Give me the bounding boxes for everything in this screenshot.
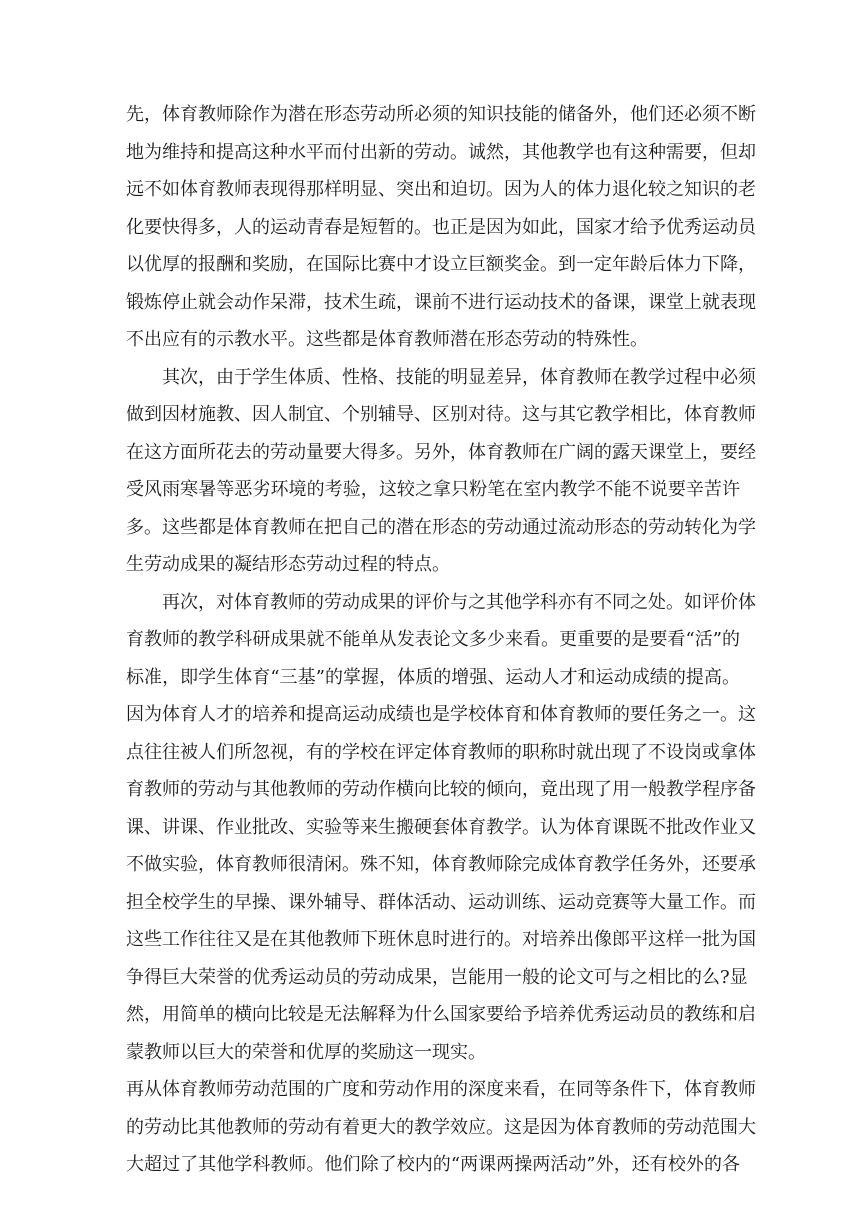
text-line: 远不如体育教师表现得那样明显、突出和迫切。因为人的体力退化较之知识的老 bbox=[126, 179, 756, 200]
text-line: 课、讲课、作业批改、实验等来生搬硬套体育教学。认为体育课既不批改作业又 bbox=[126, 816, 756, 838]
text-line: 蒙教师以巨大的荣誉和优厚的奖励这一现实。 bbox=[126, 1041, 486, 1063]
text-line: 地为维持和提高这种水平而付出新的劳动。诚然，其他教学也有这种需要，但却 bbox=[126, 141, 756, 163]
text-line: 化要快得多，人的运动青春是短暂的。也正是因为如此，国家才给予优秀运动员 bbox=[126, 216, 756, 238]
text-line: 担全校学生的早操、课外辅导、群体活动、运动训练、运动竞赛等大量工作。而 bbox=[126, 891, 756, 913]
text-line: 因为体育人才的培养和提高运动成绩也是学校体育和体育教师的要任务之一。这 bbox=[126, 704, 756, 725]
text-line: 其次，由于学生体质、性格、技能的明显差异，体育教师在教学过程中必须 bbox=[162, 366, 756, 388]
text-line: 在这方面所花去的劳动量要大得多。另外，体育教师在广阔的露天课堂上，要经 bbox=[126, 441, 756, 463]
text-line: 锻炼停止就会动作呆滞，技术生疏，课前不进行运动技术的备课，课堂上就表现 bbox=[126, 291, 756, 313]
text-line: 然，用简单的横向比较是无法解释为什么国家要给予培养优秀运动员的教练和启 bbox=[126, 1004, 756, 1025]
text-line: 以优厚的报酬和奖励，在国际比赛中才设立巨额奖金。到一定年龄后体力下降， bbox=[126, 254, 756, 275]
text-line: 育教师的劳动与其他教师的劳动作横向比较的倾向，竟出现了用一般教学程序备 bbox=[126, 779, 756, 800]
body-text bbox=[126, 96, 756, 1184]
text-line: 这些工作往往又是在其他教师下班休息时进行的。对培养出像郎平这样一批为国 bbox=[126, 929, 756, 950]
text-line: 再从体育教师劳动范围的广度和劳动作用的深度来看，在同等条件下，体育教师 bbox=[126, 1079, 756, 1100]
text-line: 点往往被人们所忽视，有的学校在评定体育教师的职称时就出现了不设岗或拿体 bbox=[126, 741, 756, 763]
text-line: 做到因材施教、因人制宜、个别辅导、区别对待。这与其它教学相比，体育教师 bbox=[126, 404, 756, 425]
text-line: 先，体育教师除作为潜在形态劳动所必须的知识技能的储备外，他们还必须不断 bbox=[126, 104, 756, 125]
text-line: 育教师的教学科研成果就不能单从发表论文多少来看。更重要的是要看“活”的 bbox=[126, 629, 740, 650]
text-line: 争得巨大荣誉的优秀运动员的劳动成果，岂能用一般的论文可与之相比的么?显 bbox=[126, 966, 748, 988]
text-line: 受风雨寒暑等恶劣环境的考验，这较之拿只粉笔在室内教学不能不说要辛苦许 bbox=[126, 479, 740, 500]
text-line: 多。这些都是体育教师在把自己的潜在形态的劳动通过流动形态的劳动转化为学 bbox=[126, 516, 756, 538]
paragraph-3 bbox=[126, 584, 756, 1072]
text-line: 不出应有的示教水平。这些都是体育教师潜在形态劳动的特殊性。 bbox=[126, 329, 648, 350]
text-line: 生劳动成果的凝结形态劳动过程的特点。 bbox=[126, 554, 450, 575]
paragraph-1 bbox=[126, 96, 756, 359]
text-line: 不做实验，体育教师很清闲。殊不知，体育教师除完成体育教学任务外，还要承 bbox=[126, 854, 756, 875]
text-line: 大超过了其他学科教师。他们除了校内的“两课两操两活动”外，还有校外的各 bbox=[126, 1154, 740, 1175]
text-line: 的劳动比其他教师的劳动有着更大的教学效应。这是因为体育教师的劳动范围大 bbox=[126, 1116, 756, 1138]
text-line: 再次，对体育教师的劳动成果的评价与之其他学科亦有不同之处。如评价体 bbox=[162, 591, 756, 613]
paragraph-4 bbox=[126, 1071, 756, 1184]
text-line: 标准，即学生体育“三基”的掌握，体质的增强、运动人才和运动成绩的提高。 bbox=[126, 666, 740, 688]
paragraph-2 bbox=[126, 359, 756, 584]
